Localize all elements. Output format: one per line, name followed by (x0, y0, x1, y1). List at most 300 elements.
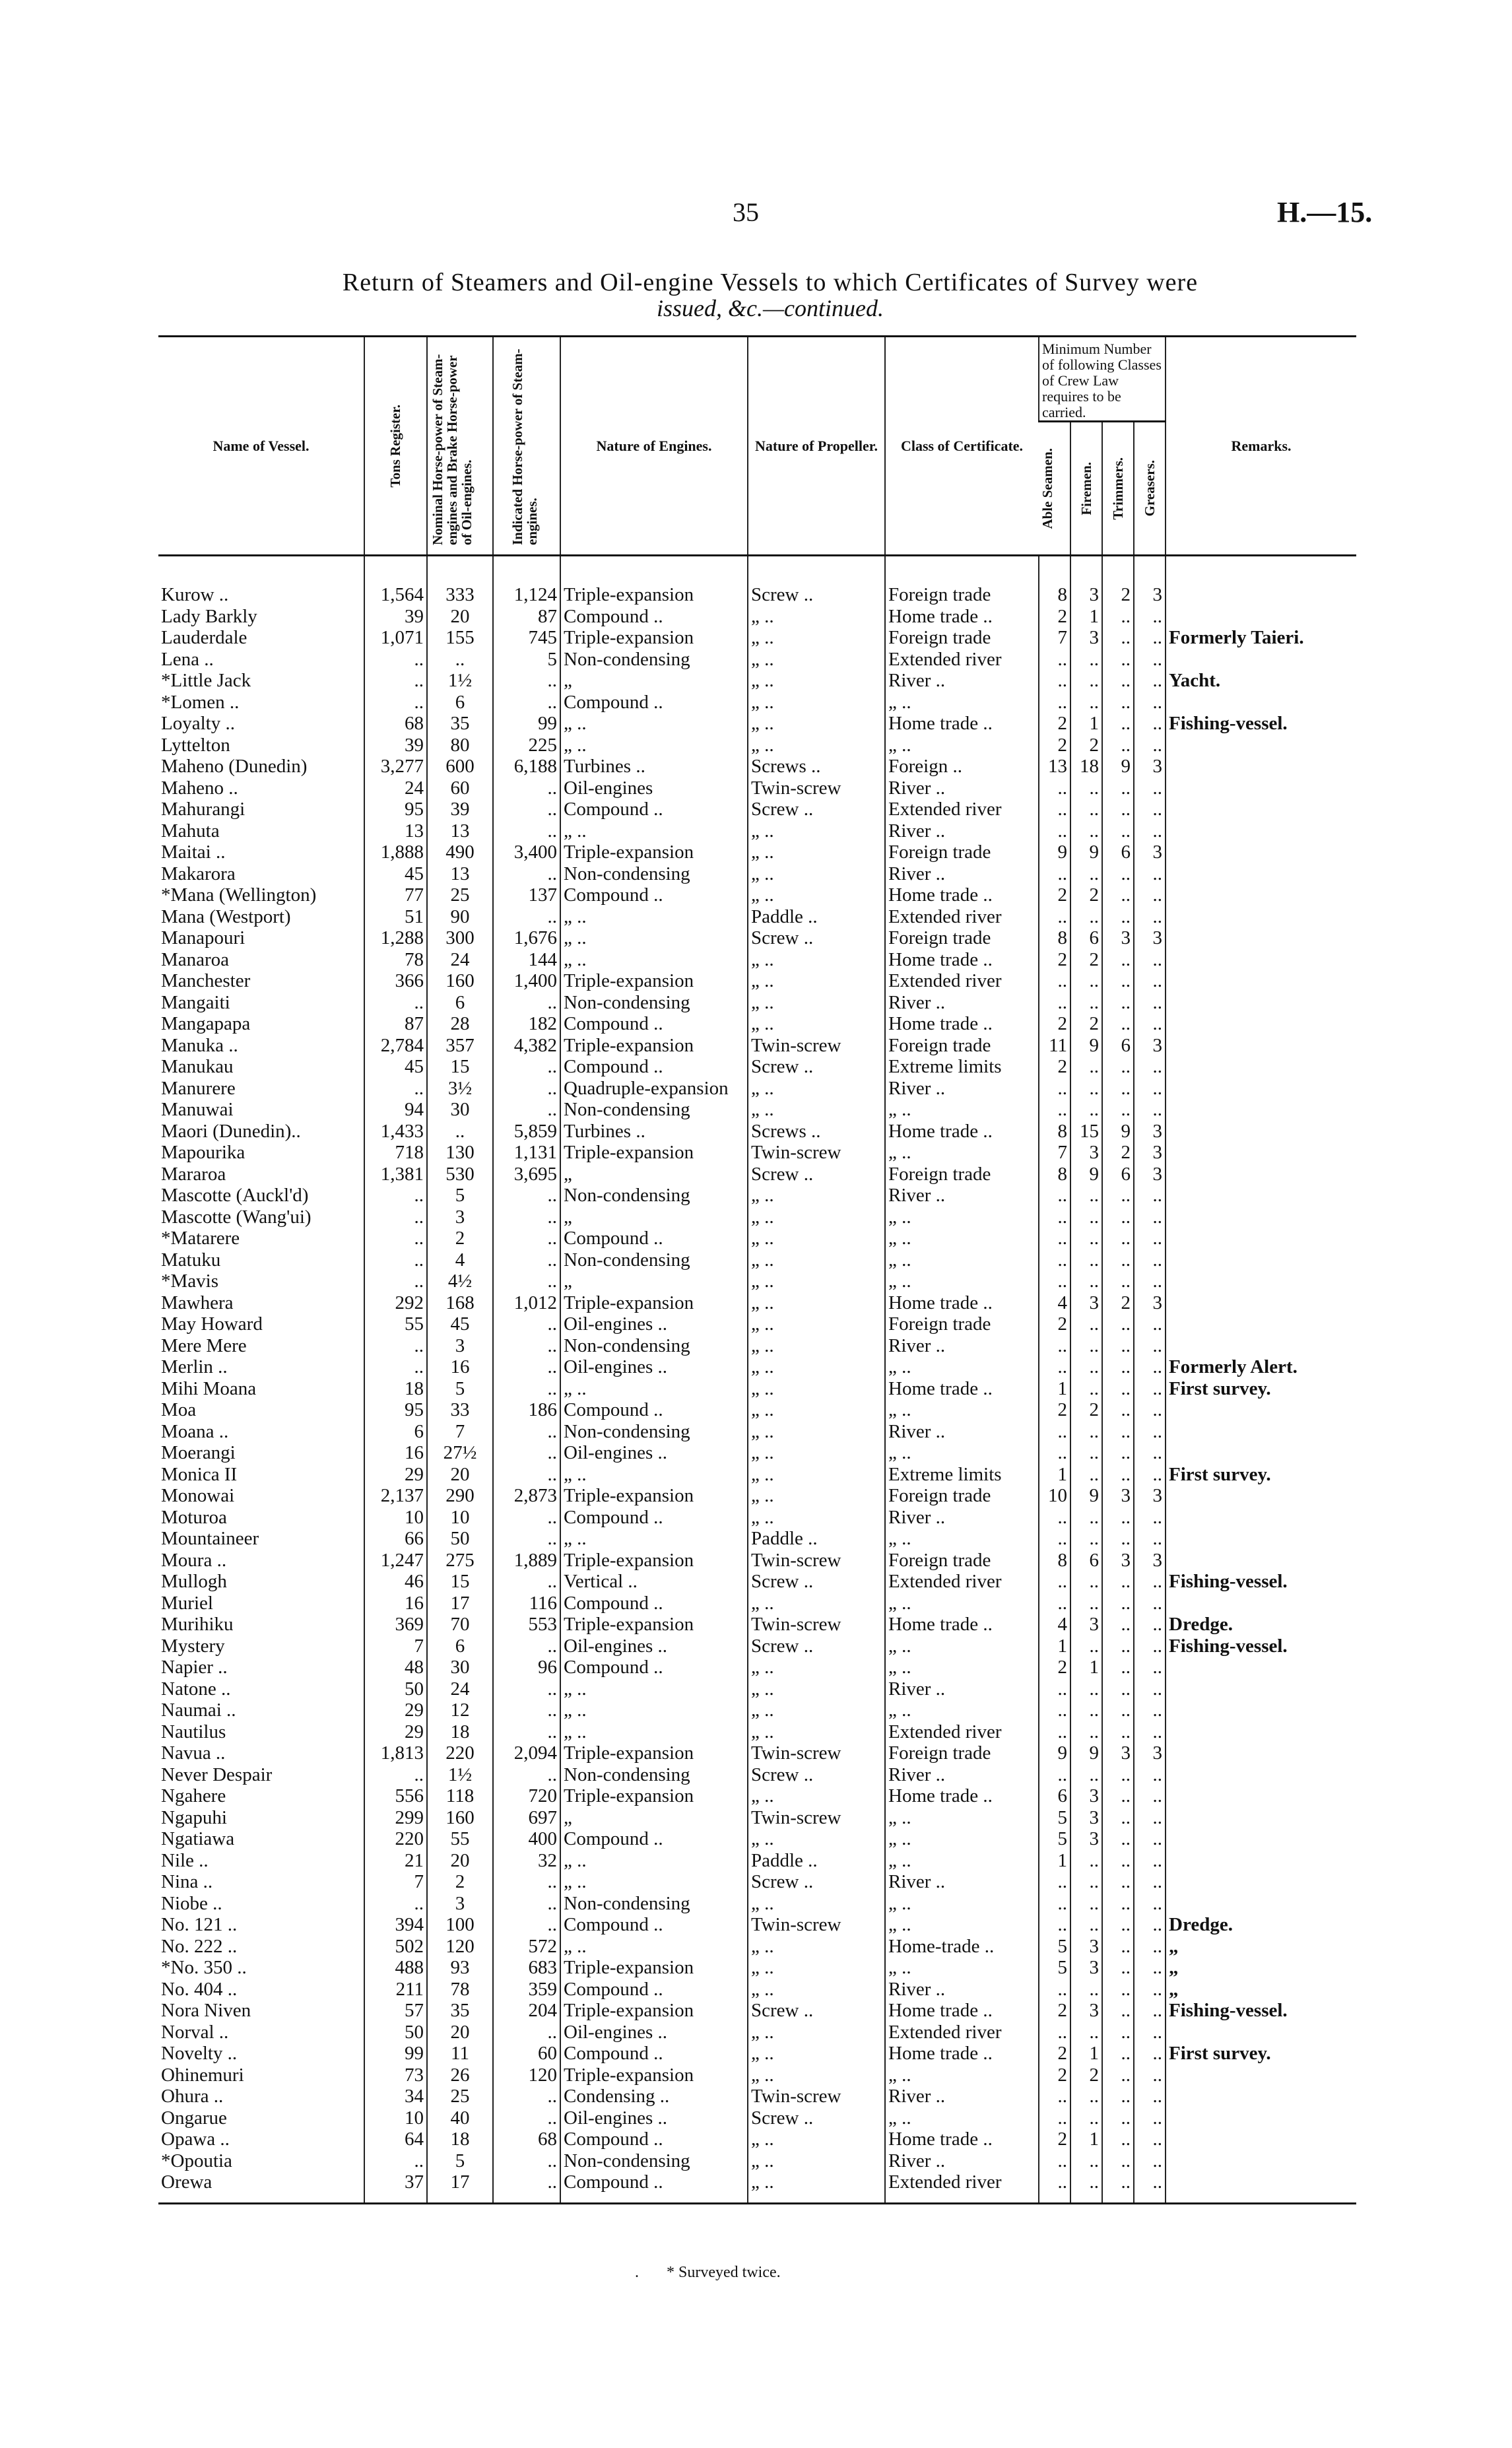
indicated-hp-cell: 572 (493, 1936, 560, 1958)
certificate-class-cell: „ .. (885, 1957, 1039, 1979)
engine-type-cell: Triple-expansion (560, 1035, 748, 1057)
indicated-hp-cell: 3,695 (493, 1164, 560, 1185)
trimmers-cell: .. (1102, 2065, 1134, 2086)
remarks-cell (1166, 556, 1356, 606)
engine-type-cell: Compound .. (560, 799, 748, 820)
engine-type-cell: Non-condensing (560, 1764, 748, 1786)
vessel-name-cell: Mystery (161, 1635, 225, 1657)
certificate-class-cell: River .. (885, 1335, 1039, 1357)
greasers-cell: 3 (1134, 1742, 1166, 1764)
able-seamen-cell: 2 (1039, 2000, 1070, 2022)
indicated-hp-cell: .. (493, 1356, 560, 1378)
certificate-class-cell: „ .. (885, 1399, 1039, 1421)
remarks-cell (1166, 884, 1356, 906)
trimmers-cell: .. (1102, 1700, 1134, 1721)
firemen-cell: .. (1070, 1249, 1102, 1271)
table-row (158, 756, 1356, 777)
vessel-name-cell: Mascotte (Auckl'd) (161, 1185, 309, 1206)
greasers-cell: .. (1134, 1807, 1166, 1829)
firemen-cell: 9 (1070, 1485, 1102, 1507)
able-seamen-cell: .. (1039, 1185, 1070, 1207)
nominal-hp-cell: 45 (427, 1313, 493, 1335)
table-row (158, 1035, 1356, 1057)
able-seamen-cell: .. (1039, 1893, 1070, 1915)
greasers-cell: .. (1134, 1936, 1166, 1958)
tons-register-cell: 55 (364, 1313, 427, 1335)
table-row (158, 1442, 1356, 1464)
greasers-cell: .. (1134, 1078, 1166, 1100)
trimmers-cell: .. (1102, 1335, 1134, 1357)
trimmers-cell: .. (1102, 2086, 1134, 2107)
greasers-cell: .. (1134, 692, 1166, 713)
able-seamen-cell: 2 (1039, 2129, 1070, 2150)
engine-type-cell: Triple-expansion (560, 842, 748, 863)
remarks-cell (1166, 1207, 1356, 1228)
certificate-class-cell: Foreign trade (885, 1164, 1039, 1185)
tons-register-cell: 45 (364, 1056, 427, 1078)
indicated-hp-cell: 5 (493, 649, 560, 671)
propeller-type-cell: Twin-screw (748, 2086, 885, 2107)
tons-register-cell: 18 (364, 1378, 427, 1400)
indicated-hp-cell: 3,400 (493, 842, 560, 863)
certificate-class-cell: Home trade .. (885, 949, 1039, 971)
footnote-mark: . (635, 2264, 639, 2281)
greasers-cell: .. (1134, 1313, 1166, 1335)
remarks-cell (1166, 1056, 1356, 1078)
table-row (158, 2022, 1356, 2043)
indicated-hp-cell: 400 (493, 1828, 560, 1850)
trimmers-cell: .. (1102, 884, 1134, 906)
vessel-name-cell: No. 404 .. (161, 1978, 238, 2000)
table-row (158, 992, 1356, 1014)
firemen-cell: .. (1070, 2107, 1102, 2129)
nominal-hp-cell: 300 (427, 927, 493, 949)
indicated-hp-cell: 1,012 (493, 1292, 560, 1314)
greasers-cell: .. (1134, 799, 1166, 820)
tons-register-cell: .. (364, 1764, 427, 1786)
indicated-hp-cell: .. (493, 1335, 560, 1357)
vessel-name-cell: Mararoa (161, 1163, 226, 1185)
propeller-type-cell: „ .. (748, 1464, 885, 1486)
table-row (158, 1464, 1356, 1486)
remarks-cell (1166, 1678, 1356, 1700)
certificate-class-cell: „ .. (885, 1099, 1039, 1121)
indicated-hp-cell: 1,400 (493, 970, 560, 992)
firemen-cell: .. (1070, 799, 1102, 820)
firemen-cell: 1 (1070, 713, 1102, 735)
col-seamen-header: Able Seamen. (1039, 422, 1070, 556)
propeller-type-cell: „ .. (748, 2043, 885, 2065)
greasers-cell: .. (1134, 1335, 1166, 1357)
indicated-hp-cell: .. (493, 2171, 560, 2203)
indicated-hp-cell: .. (493, 692, 560, 713)
vessel-name-cell: Makarora (161, 863, 236, 884)
certificate-class-cell: „ .. (885, 1593, 1039, 1614)
indicated-hp-cell: .. (493, 863, 560, 885)
propeller-type-cell: „ .. (748, 863, 885, 885)
certificate-class-cell: „ .. (885, 1807, 1039, 1829)
able-seamen-cell: 4 (1039, 1614, 1070, 1636)
nominal-hp-cell: 93 (427, 1957, 493, 1979)
tons-register-cell: 718 (364, 1142, 427, 1164)
vessel-name-cell: Kurow .. (161, 584, 229, 605)
remarks-cell (1166, 2086, 1356, 2107)
trimmers-cell: 2 (1102, 1292, 1134, 1314)
indicated-hp-cell: 359 (493, 1979, 560, 2001)
trimmers-cell: .. (1102, 1056, 1134, 1078)
able-seamen-cell: .. (1039, 2022, 1070, 2043)
certificate-class-cell: River .. (885, 1078, 1039, 1100)
firemen-cell: .. (1070, 1914, 1102, 1936)
trimmers-cell: .. (1102, 649, 1134, 671)
nominal-hp-cell: 4½ (427, 1271, 493, 1292)
able-seamen-cell: 1 (1039, 1464, 1070, 1486)
greasers-cell: 3 (1134, 756, 1166, 777)
tons-register-cell: 2,137 (364, 1485, 427, 1507)
trimmers-cell: .. (1102, 2129, 1134, 2150)
trimmers-cell: .. (1102, 2022, 1134, 2043)
greasers-cell: .. (1134, 713, 1166, 735)
able-seamen-cell: 2 (1039, 1657, 1070, 1678)
firemen-cell: 3 (1070, 1807, 1102, 1829)
vessel-name-cell: Manapouri (161, 927, 246, 948)
tons-register-cell: 39 (364, 735, 427, 756)
certificate-class-cell: Home trade .. (885, 1013, 1039, 1035)
table-row (158, 1421, 1356, 1443)
certificate-class-cell: „ .. (885, 1442, 1039, 1464)
table-row (158, 1271, 1356, 1292)
firemen-cell: .. (1070, 1056, 1102, 1078)
able-seamen-cell: 2 (1039, 1313, 1070, 1335)
greasers-cell: .. (1134, 970, 1166, 992)
nominal-hp-cell: 70 (427, 1614, 493, 1636)
propeller-type-cell: Twin-screw (748, 777, 885, 799)
propeller-type-cell: „ .. (748, 1228, 885, 1249)
table-row (158, 1292, 1356, 1314)
greasers-cell: .. (1134, 1464, 1166, 1486)
firemen-cell: 3 (1070, 1785, 1102, 1807)
firemen-cell: 3 (1070, 1936, 1102, 1958)
able-seamen-cell: .. (1039, 1271, 1070, 1292)
nominal-hp-cell: 5 (427, 1378, 493, 1400)
remarks-cell (1166, 1142, 1356, 1164)
nominal-hp-cell: 20 (427, 2022, 493, 2043)
propeller-type-cell: „ .. (748, 649, 885, 671)
remarks-cell (1166, 1893, 1356, 1915)
nominal-hp-cell: 357 (427, 1035, 493, 1057)
table-row (158, 1335, 1356, 1357)
vessel-name-cell: Nora Niven (161, 2000, 251, 2021)
vessel-name-cell: Manukau (161, 1056, 234, 1077)
vessel-name-cell: Maheno (Dunedin) (161, 756, 308, 777)
tons-register-cell: .. (364, 1271, 427, 1292)
remarks-cell (1166, 2022, 1356, 2043)
certificate-class-cell: Home trade .. (885, 2129, 1039, 2150)
engine-type-cell: „ .. (560, 713, 748, 735)
table-row (158, 884, 1356, 906)
trimmers-cell: .. (1102, 1914, 1134, 1936)
tons-register-cell: 1,247 (364, 1550, 427, 1571)
tons-register-cell: 87 (364, 1013, 427, 1035)
certificate-class-cell: Foreign trade (885, 627, 1039, 649)
remarks-cell (1166, 1271, 1356, 1292)
table-row (158, 2086, 1356, 2107)
engine-type-cell: Compound .. (560, 1056, 748, 1078)
firemen-cell: .. (1070, 1464, 1102, 1486)
certificate-class-cell: Foreign trade (885, 1313, 1039, 1335)
table-row (158, 1700, 1356, 1721)
trimmers-cell: .. (1102, 1614, 1134, 1636)
propeller-type-cell: Paddle .. (748, 1528, 885, 1550)
firemen-cell: 1 (1070, 606, 1102, 628)
nominal-hp-cell: 20 (427, 1464, 493, 1486)
remarks-cell (1166, 1421, 1356, 1443)
certificate-class-cell: „ .. (885, 1249, 1039, 1271)
propeller-type-cell: „ .. (748, 1957, 885, 1979)
remarks-cell (1166, 756, 1356, 777)
certificate-class-cell: River .. (885, 1678, 1039, 1700)
table-row (158, 1249, 1356, 1271)
firemen-cell: .. (1070, 1636, 1102, 1657)
indicated-hp-cell: .. (493, 2150, 560, 2172)
vessel-name-cell: Manchester (161, 970, 251, 991)
propeller-type-cell: Screw .. (748, 1164, 885, 1185)
able-seamen-cell: 2 (1039, 1399, 1070, 1421)
trimmers-cell: .. (1102, 735, 1134, 756)
tons-register-cell: 292 (364, 1292, 427, 1314)
table-row (158, 1593, 1356, 1614)
firemen-cell: 1 (1070, 1657, 1102, 1678)
vessel-name-cell: Merlin .. (161, 1356, 228, 1377)
firemen-cell: .. (1070, 1528, 1102, 1550)
table-row (158, 1979, 1356, 2001)
tons-register-cell: 1,433 (364, 1121, 427, 1142)
tons-register-cell: .. (364, 1335, 427, 1357)
greasers-cell: .. (1134, 906, 1166, 928)
vessel-name-cell: Manurere (161, 1077, 236, 1099)
tons-register-cell: 1,288 (364, 927, 427, 949)
indicated-hp-cell: 6,188 (493, 756, 560, 777)
indicated-hp-cell: .. (493, 1099, 560, 1121)
remarks-cell (1166, 863, 1356, 885)
indicated-hp-cell: .. (493, 1914, 560, 1936)
firemen-cell: 2 (1070, 2065, 1102, 2086)
engine-type-cell: Compound .. (560, 1828, 748, 1850)
vessel-name-cell: Ngatiawa (161, 1828, 235, 1849)
greasers-cell: .. (1134, 1785, 1166, 1807)
able-seamen-cell: .. (1039, 2150, 1070, 2172)
engine-type-cell: Non-condensing (560, 1335, 748, 1357)
greasers-cell: .. (1134, 1721, 1166, 1743)
remarks-cell (1166, 1871, 1356, 1893)
trimmers-cell: .. (1102, 1528, 1134, 1550)
trimmers-cell: .. (1102, 1828, 1134, 1850)
certificate-class-cell: River .. (885, 777, 1039, 799)
propeller-type-cell: „ .. (748, 1721, 885, 1743)
firemen-cell: .. (1070, 692, 1102, 713)
table-row (158, 1378, 1356, 1400)
greasers-cell: .. (1134, 1571, 1166, 1593)
firemen-cell: .. (1070, 1850, 1102, 1872)
greasers-cell: .. (1134, 2171, 1166, 2203)
nominal-hp-cell: 160 (427, 970, 493, 992)
table-row (158, 670, 1356, 692)
nominal-hp-cell: 4 (427, 1249, 493, 1271)
greasers-cell: .. (1134, 884, 1166, 906)
able-seamen-cell: .. (1039, 1356, 1070, 1378)
certificate-class-cell: River .. (885, 1764, 1039, 1786)
nominal-hp-cell: 18 (427, 1721, 493, 1743)
propeller-type-cell: Twin-screw (748, 1807, 885, 1829)
able-seamen-cell: .. (1039, 1700, 1070, 1721)
trimmers-cell: .. (1102, 2000, 1134, 2022)
trimmers-cell: .. (1102, 2043, 1134, 2065)
table-row (158, 1657, 1356, 1678)
engine-type-cell: Vertical .. (560, 1571, 748, 1593)
tons-register-cell: .. (364, 1893, 427, 1915)
indicated-hp-cell: .. (493, 1678, 560, 1700)
indicated-hp-cell: .. (493, 1207, 560, 1228)
nominal-hp-cell: 24 (427, 949, 493, 971)
trimmers-cell: .. (1102, 2171, 1134, 2203)
indicated-hp-cell: .. (493, 1528, 560, 1550)
remarks-cell (1166, 906, 1356, 928)
engine-type-cell: „ .. (560, 1528, 748, 1550)
trimmers-cell: .. (1102, 1464, 1134, 1486)
nominal-hp-cell: 3 (427, 1207, 493, 1228)
firemen-cell: 2 (1070, 949, 1102, 971)
able-seamen-cell: .. (1039, 1442, 1070, 1464)
indicated-hp-cell: 96 (493, 1657, 560, 1678)
greasers-cell: .. (1134, 2150, 1166, 2172)
vessel-name-cell: *Opoutia (161, 2150, 232, 2171)
certificate-class-cell: Home trade .. (885, 606, 1039, 628)
greasers-cell: .. (1134, 1636, 1166, 1657)
table-row (158, 1807, 1356, 1829)
certificate-class-cell: „ .. (885, 1142, 1039, 1164)
indicated-hp-cell: .. (493, 1893, 560, 1915)
certificate-class-cell: River .. (885, 1979, 1039, 2001)
table-row (158, 1099, 1356, 1121)
nominal-hp-cell: 1½ (427, 670, 493, 692)
engine-type-cell: Oil-engines (560, 777, 748, 799)
certificate-class-cell: Extreme limits (885, 1464, 1039, 1486)
remarks-cell (1166, 1828, 1356, 1850)
engine-type-cell: Compound .. (560, 1013, 748, 1035)
indicated-hp-cell: 204 (493, 2000, 560, 2022)
table-row (158, 1550, 1356, 1571)
nominal-hp-cell: 20 (427, 1850, 493, 1872)
remarks-cell: Fishing-vessel. (1166, 1571, 1356, 1593)
firemen-cell: .. (1070, 970, 1102, 992)
indicated-hp-cell: .. (493, 1764, 560, 1786)
firemen-cell: 9 (1070, 1164, 1102, 1185)
tons-register-cell: 7 (364, 1871, 427, 1893)
firemen-cell: 3 (1070, 2000, 1102, 2022)
propeller-type-cell: Twin-screw (748, 1142, 885, 1164)
able-seamen-cell: .. (1039, 1335, 1070, 1357)
able-seamen-cell: .. (1039, 1979, 1070, 2001)
indicated-hp-cell: 144 (493, 949, 560, 971)
able-seamen-cell: .. (1039, 970, 1070, 992)
engine-type-cell: Compound .. (560, 1979, 748, 2001)
tons-register-cell: .. (364, 1078, 427, 1100)
engine-type-cell: „ .. (560, 949, 748, 971)
engine-type-cell: Compound .. (560, 2043, 748, 2065)
engine-type-cell: Triple-expansion (560, 1957, 748, 1979)
nominal-hp-cell: 30 (427, 1657, 493, 1678)
engine-type-cell: „ .. (560, 820, 748, 842)
table-row (158, 970, 1356, 992)
firemen-cell: .. (1070, 906, 1102, 928)
certificate-class-cell: „ .. (885, 1228, 1039, 1249)
greasers-cell: .. (1134, 1421, 1166, 1443)
remarks-cell (1166, 1657, 1356, 1678)
nominal-hp-cell: 15 (427, 1056, 493, 1078)
able-seamen-cell: 5 (1039, 1936, 1070, 1958)
vessel-name-cell: Norval .. (161, 2021, 229, 2043)
tons-register-cell: .. (364, 1228, 427, 1249)
col-firemen-header: Firemen. (1070, 422, 1102, 556)
engine-type-cell: „ .. (560, 1700, 748, 1721)
indicated-hp-cell: 87 (493, 606, 560, 628)
vessel-name-cell: *Mavis (161, 1271, 218, 1292)
firemen-cell: .. (1070, 1442, 1102, 1464)
trimmers-cell: .. (1102, 1764, 1134, 1786)
vessel-name-cell: Lady Barkly (161, 605, 257, 627)
indicated-hp-cell: 5,859 (493, 1121, 560, 1142)
firemen-cell: .. (1070, 649, 1102, 671)
engine-type-cell: Non-condensing (560, 1421, 748, 1443)
able-seamen-cell: 2 (1039, 2043, 1070, 2065)
propeller-type-cell: „ .. (748, 1271, 885, 1292)
nominal-hp-cell: 5 (427, 1185, 493, 1207)
vessel-name-cell: Mere Mere (161, 1335, 247, 1356)
greasers-cell: .. (1134, 1828, 1166, 1850)
tons-register-cell: 10 (364, 2107, 427, 2129)
propeller-type-cell: Twin-screw (748, 1035, 885, 1057)
trimmers-cell: .. (1102, 777, 1134, 799)
able-seamen-cell: 2 (1039, 1056, 1070, 1078)
col-nominal-hp-header: Nominal Horse-power of Steam-engines and Brake Horse-power of Oil-engines. (427, 337, 493, 556)
tons-register-cell: 95 (364, 1399, 427, 1421)
nominal-hp-cell: 28 (427, 1013, 493, 1035)
propeller-type-cell: „ .. (748, 1785, 885, 1807)
remarks-cell: „ (1166, 1979, 1356, 2001)
greasers-cell: .. (1134, 1356, 1166, 1378)
propeller-type-cell: Screw .. (748, 799, 885, 820)
tons-register-cell: 77 (364, 884, 427, 906)
trimmers-cell: .. (1102, 1593, 1134, 1614)
propeller-type-cell: Twin-screw (748, 1914, 885, 1936)
certificate-class-cell: Foreign trade (885, 842, 1039, 863)
trimmers-cell: .. (1102, 1078, 1134, 1100)
tons-register-cell: .. (364, 2150, 427, 2172)
remarks-cell: Fishing-vessel. (1166, 2000, 1356, 2022)
indicated-hp-cell: .. (493, 2107, 560, 2129)
certificate-class-cell: „ .. (885, 1700, 1039, 1721)
table-row (158, 820, 1356, 842)
able-seamen-cell: 1 (1039, 1850, 1070, 1872)
table-row (158, 1828, 1356, 1850)
able-seamen-cell: .. (1039, 2107, 1070, 2129)
indicated-hp-cell: 1,131 (493, 1142, 560, 1164)
tons-register-cell: 1,564 (364, 556, 427, 606)
certificate-class-cell: Extended river (885, 970, 1039, 992)
indicated-hp-cell: 1,124 (493, 556, 560, 606)
tons-register-cell: 51 (364, 906, 427, 928)
tons-register-cell: 556 (364, 1785, 427, 1807)
